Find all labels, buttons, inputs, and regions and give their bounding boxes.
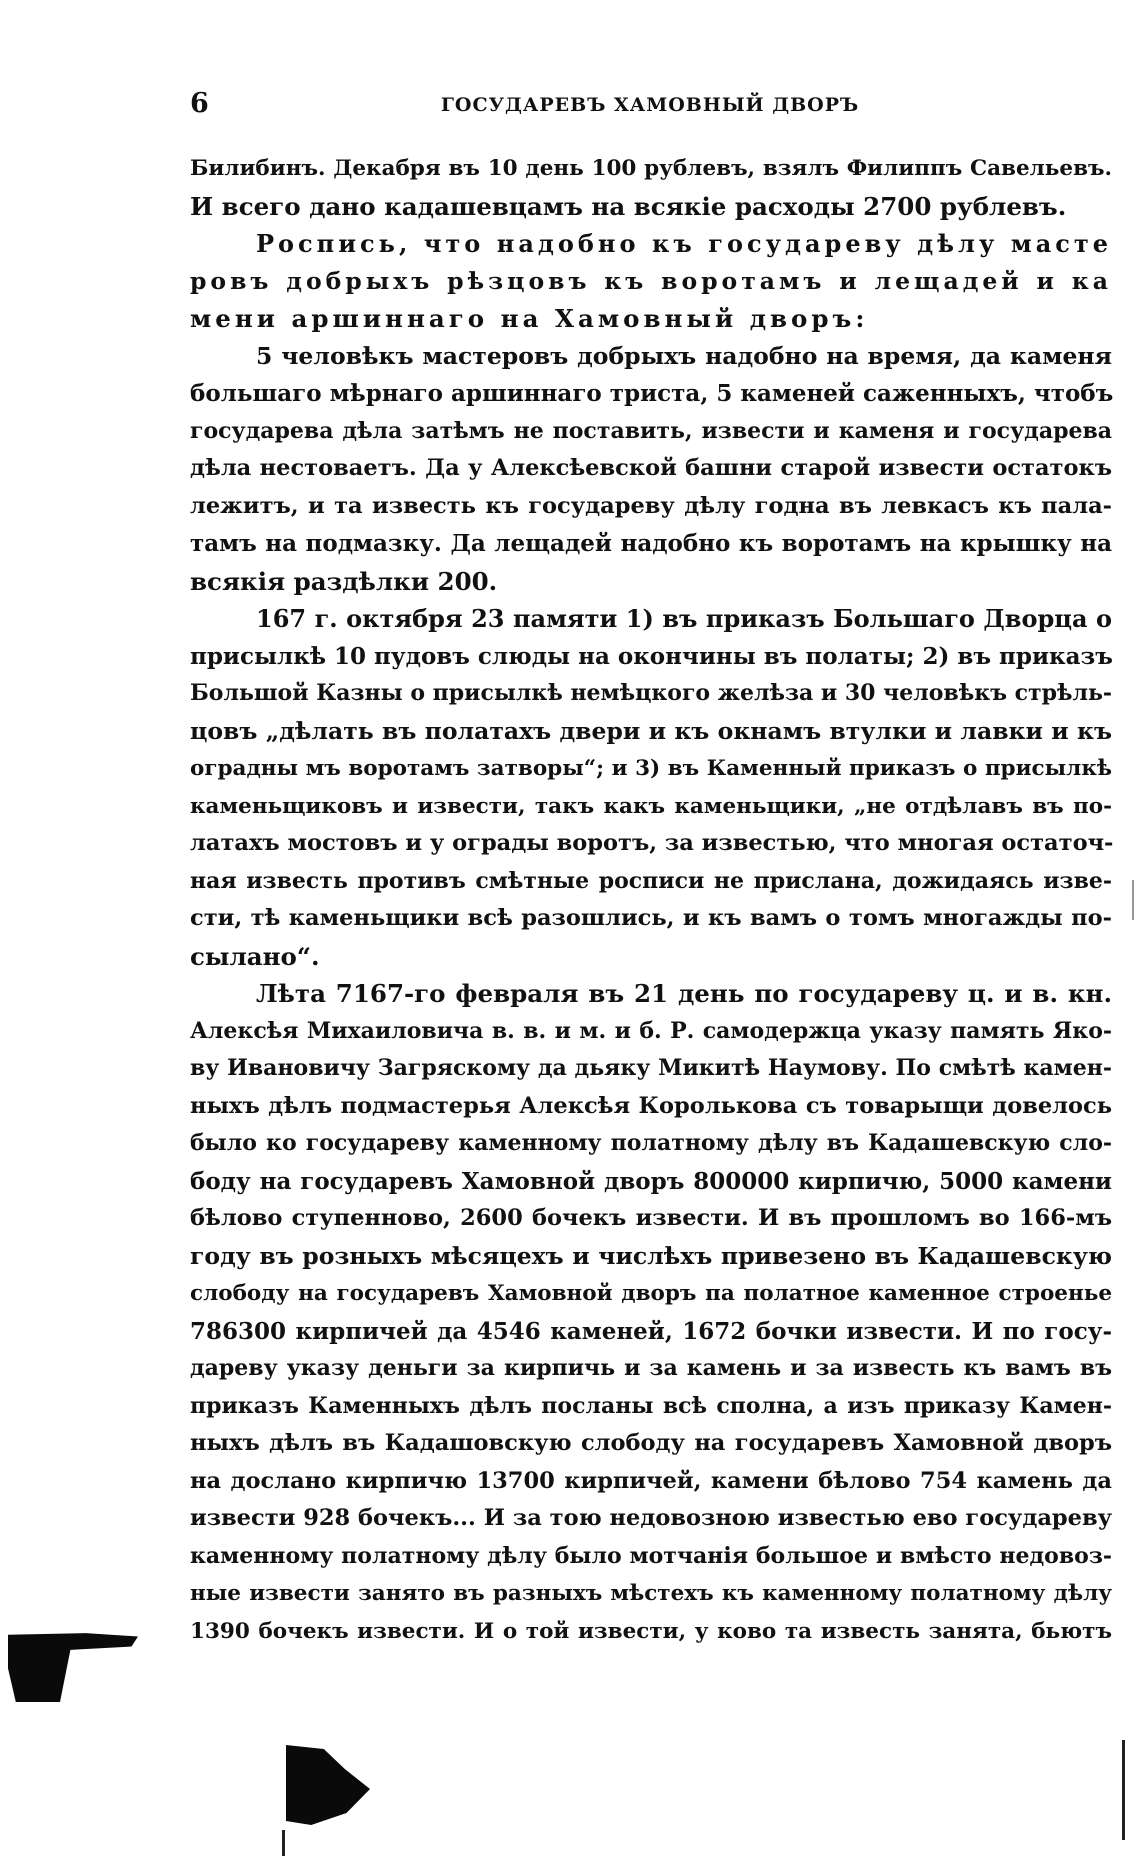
text-line: ные извести занято въ разныхъ мѣстехъ къ каменному полатному дѣлу xyxy=(190,1581,1112,1606)
inventory-heading-line: Роспись, что надобно къ государеву дѣлу масте xyxy=(256,229,1112,258)
body-text xyxy=(190,150,1112,1650)
page-header xyxy=(190,88,1110,128)
scan-artifact-mark xyxy=(282,1830,285,1856)
text-line: Билибинъ. Декабря въ 10 день 100 рублевъ, взялъ Филиппъ Савельевъ. xyxy=(190,156,1112,181)
text-line: Лѣта 7167-го февраля въ 21 день по государеву ц. и в. кн. xyxy=(256,979,1112,1008)
text-line: 5 человѣкъ мастеровъ добрыхъ надобно на время, да каменя xyxy=(256,341,1112,370)
text-line: извести 928 бочекъ... И за тою недовозною известью ево государеву xyxy=(190,1505,1112,1531)
text-line: боду на государевъ Хамовной дворъ 800000 кирпичю, 5000 камени xyxy=(190,1167,1112,1195)
text-line: 786300 кирпичей да 4546 каменей, 1672 бочки извести. И по госу- xyxy=(190,1317,1112,1345)
text-line: 167 г. октября 23 памяти 1) въ приказъ Большаго Дворца о xyxy=(256,604,1112,633)
scan-ink-blot xyxy=(286,1745,370,1825)
text-line: сылано“. xyxy=(190,941,320,971)
text-line: тамъ на подмазку. Да лещадей надобно къ воротамъ на крышку на xyxy=(190,530,1112,557)
text-line: цовъ „дѣлать въ полатахъ двери и къ окнамъ втулки и лавки и къ xyxy=(190,716,1112,745)
text-line: ныхъ дѣлъ подмастерья Алексѣя Королькова съ товарыщи довелось xyxy=(190,1092,1112,1119)
text-line: дареву указу деньги за кирпичь и за камень и за известь къ вамъ въ xyxy=(190,1355,1112,1381)
text-line: на дослано кирпичю 13700 кирпичей, камени бѣлово 754 камень да xyxy=(190,1467,1112,1494)
inventory-heading-line: ровъ добрыхъ рѣзцовъ къ воротамъ и лещадей и ка xyxy=(190,266,1112,295)
scan-artifact-mark xyxy=(1122,1740,1125,1840)
text-line: каменьщиковъ и извести, такъ какъ каменьщики, „не отдѣлавъ въ по- xyxy=(190,793,1112,819)
page-number: 6 xyxy=(190,88,209,119)
text-line: государева дѣла затѣмъ не поставить, извести и каменя и государева xyxy=(190,417,1112,444)
text-line: 1390 бочекъ извести. И о той извести, у ково та известь занята, бьютъ xyxy=(190,1618,1112,1644)
text-line: году въ розныхъ мѣсяцехъ и числѣхъ привезено въ Кадашевскую xyxy=(190,1241,1112,1270)
running-title: ГОСУДАРЕВЪ ХАМОВНЫЙ ДВОРЪ xyxy=(440,94,860,116)
text-line: лежитъ, и та известь къ государеву дѣлу годна въ левкасъ къ пала- xyxy=(190,492,1112,519)
text-line: всякія раздѣлки 200. xyxy=(190,566,498,596)
text-line: ву Ивановичу Загряскому да дьяку Микитѣ Наумову. По смѣтѣ камен- xyxy=(190,1055,1112,1081)
text-line: приказъ Каменныхъ дѣлъ посланы всѣ сполна, а изъ приказу Камен- xyxy=(190,1392,1112,1419)
text-line: слободу на государевъ Хамовной дворъ па полатное каменное строенье xyxy=(190,1281,1112,1306)
text-line: присылкѣ 10 пудовъ слюды на окончины въ полаты; 2) въ приказъ xyxy=(190,642,1113,670)
text-line: ныхъ дѣлъ въ Кадашовскую слободу на государевъ Хамовной дворъ xyxy=(190,1430,1112,1456)
scan-artifact-mark xyxy=(1132,880,1134,920)
text-line: ная известь противъ смѣтные росписи не прислана, дожидаясь изве- xyxy=(190,867,1112,894)
text-line: И всего дано кадашевцамъ на всякіе расходы 2700 рублевъ. xyxy=(190,191,1067,221)
text-line: большаго мѣрнаго аршиннаго триста, 5 каменей саженныхъ, чтобъ xyxy=(190,380,1114,407)
text-line: бѣлово ступенново, 2600 бочекъ извести. И въ прошломъ во 166-мъ xyxy=(190,1205,1112,1231)
scan-ink-blot xyxy=(8,1618,138,1702)
text-line: латахъ мостовъ и у ограды воротъ, за известью, что многая остаточ- xyxy=(190,830,1114,856)
inventory-heading-line: мени аршиннаго на Хамовный дворъ: xyxy=(190,304,869,333)
text-line: оградны мъ воротамъ затворы“; и 3) въ Каменный приказъ о присылкѣ xyxy=(190,756,1112,781)
text-line: Алексѣя Михаиловича в. в. и м. и б. Р. самодержца указу память Яко- xyxy=(190,1017,1112,1044)
text-line: было ко государеву каменному полатному дѣлу въ Кадашевскую сло- xyxy=(190,1130,1112,1156)
text-line: дѣла нестоваетъ. Да у Алексѣевской башни старой извести остатокъ xyxy=(190,455,1112,481)
text-line: сти, тѣ каменьщики всѣ разошлись, и къ вамъ о томъ многажды по- xyxy=(190,905,1112,931)
text-line: каменному полатному дѣлу было мотчанія большое и вмѣсто недовоз- xyxy=(190,1542,1112,1569)
text-line: Большой Казны о присылкѣ немѣцкого желѣза и 30 человѣкъ стрѣль- xyxy=(190,680,1113,706)
